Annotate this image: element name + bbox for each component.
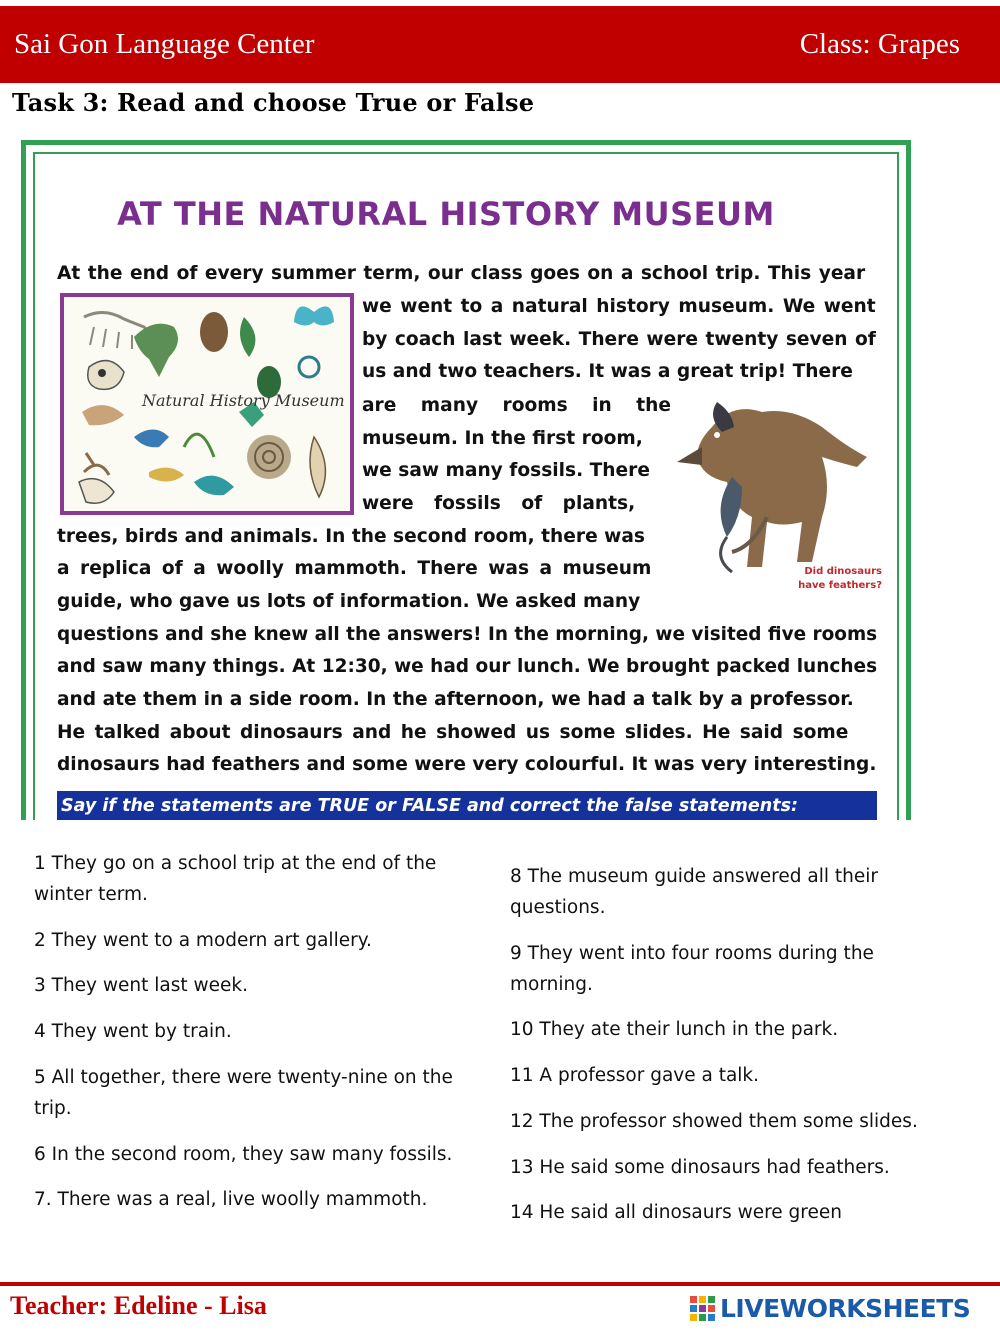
museum-illustration bbox=[60, 293, 354, 515]
feathered-dinosaur-illustration bbox=[672, 387, 882, 603]
header-bar bbox=[0, 6, 1000, 83]
liveworksheets-logo[interactable] bbox=[690, 1294, 970, 1323]
liveworksheets-brand: LIVEWORKSHEETS bbox=[720, 1294, 971, 1323]
worksheet-title: AT THE NATURAL HISTORY MUSEUM bbox=[117, 195, 775, 233]
statement-4: 4 They went by train. bbox=[34, 1021, 232, 1042]
liveworksheets-grid-icon bbox=[690, 1296, 716, 1322]
passage-line: we saw many fossils. There bbox=[362, 460, 650, 481]
statement-7: 7. There was a real, live woolly mammoth. bbox=[34, 1189, 428, 1210]
worksheet-card bbox=[21, 140, 911, 820]
center-name: Sai Gon Language Center bbox=[14, 28, 315, 60]
passage-line: and saw many things. At 12:30, we had our lunch. We brought packed lunches bbox=[57, 656, 878, 677]
instruction-bar: Say if the statements are TRUE or FALSE and correct the false statements: bbox=[57, 791, 877, 820]
passage-line: questions and she knew all the answers! In the morning, we visited five rooms bbox=[57, 624, 878, 645]
task-title: Task 3: Read and choose True or False bbox=[12, 88, 535, 117]
passage-line: are many rooms in the bbox=[362, 395, 672, 416]
museum-image-label: Natural History Museum bbox=[142, 391, 345, 410]
footer-divider bbox=[0, 1282, 1000, 1286]
statement-3: 3 They went last week. bbox=[34, 975, 248, 996]
statement-11: 11 A professor gave a talk. bbox=[510, 1065, 760, 1086]
statement-6: 6 In the second room, they saw many fossils. bbox=[34, 1144, 453, 1165]
passage-line: trees, birds and animals. In the second room, there was bbox=[57, 526, 645, 547]
passage-line: museum. In the first room, bbox=[362, 428, 643, 449]
passage-line: At the end of every summer term, our class goes on a school trip. This year bbox=[57, 263, 866, 284]
class-label: Class: Grapes bbox=[799, 28, 960, 60]
statement-12: 12 The professor showed them some slides. bbox=[510, 1111, 918, 1132]
passage-line: were fossils of plants, bbox=[362, 493, 636, 514]
passage-line: and ate them in a side room. In the afternoon, we had a talk by a professor. bbox=[57, 689, 854, 710]
dinosaur-caption: Did dinosaurs have feathers? bbox=[798, 566, 882, 591]
passage-line: He talked about dinosaurs and he showed us some slides. He said some bbox=[57, 722, 849, 743]
passage-line: by coach last week. There were twenty seven of bbox=[362, 329, 876, 350]
passage-line: dinosaurs had feathers and some were very colourful. It was very interesting. bbox=[57, 754, 877, 775]
passage-line: us and two teachers. It was a great trip! There bbox=[362, 361, 853, 382]
passage-line: a replica of a woolly mammoth. There was a museum bbox=[57, 558, 652, 579]
statement-14: 14 He said all dinosaurs were green bbox=[510, 1202, 842, 1223]
statement-5: 5 All together, there were twenty-nine on the trip. bbox=[34, 1067, 453, 1119]
statement-1: 1 They go on a school trip at the end of the winter term. bbox=[34, 853, 437, 905]
statement-10: 10 They ate their lunch in the park. bbox=[510, 1019, 839, 1040]
statement-13: 13 He said some dinosaurs had feathers. bbox=[510, 1157, 890, 1178]
statement-8: 8 The museum guide answered all their questions. bbox=[510, 866, 878, 918]
passage-line: guide, who gave us lots of information. We asked many bbox=[57, 591, 641, 612]
statement-9: 9 They went into four rooms during the morning. bbox=[510, 943, 874, 995]
passage-line: we went to a natural history museum. We went bbox=[362, 296, 876, 317]
statement-2: 2 They went to a modern art gallery. bbox=[34, 930, 372, 951]
teacher-name: Teacher: Edeline - Lisa bbox=[10, 1291, 267, 1320]
